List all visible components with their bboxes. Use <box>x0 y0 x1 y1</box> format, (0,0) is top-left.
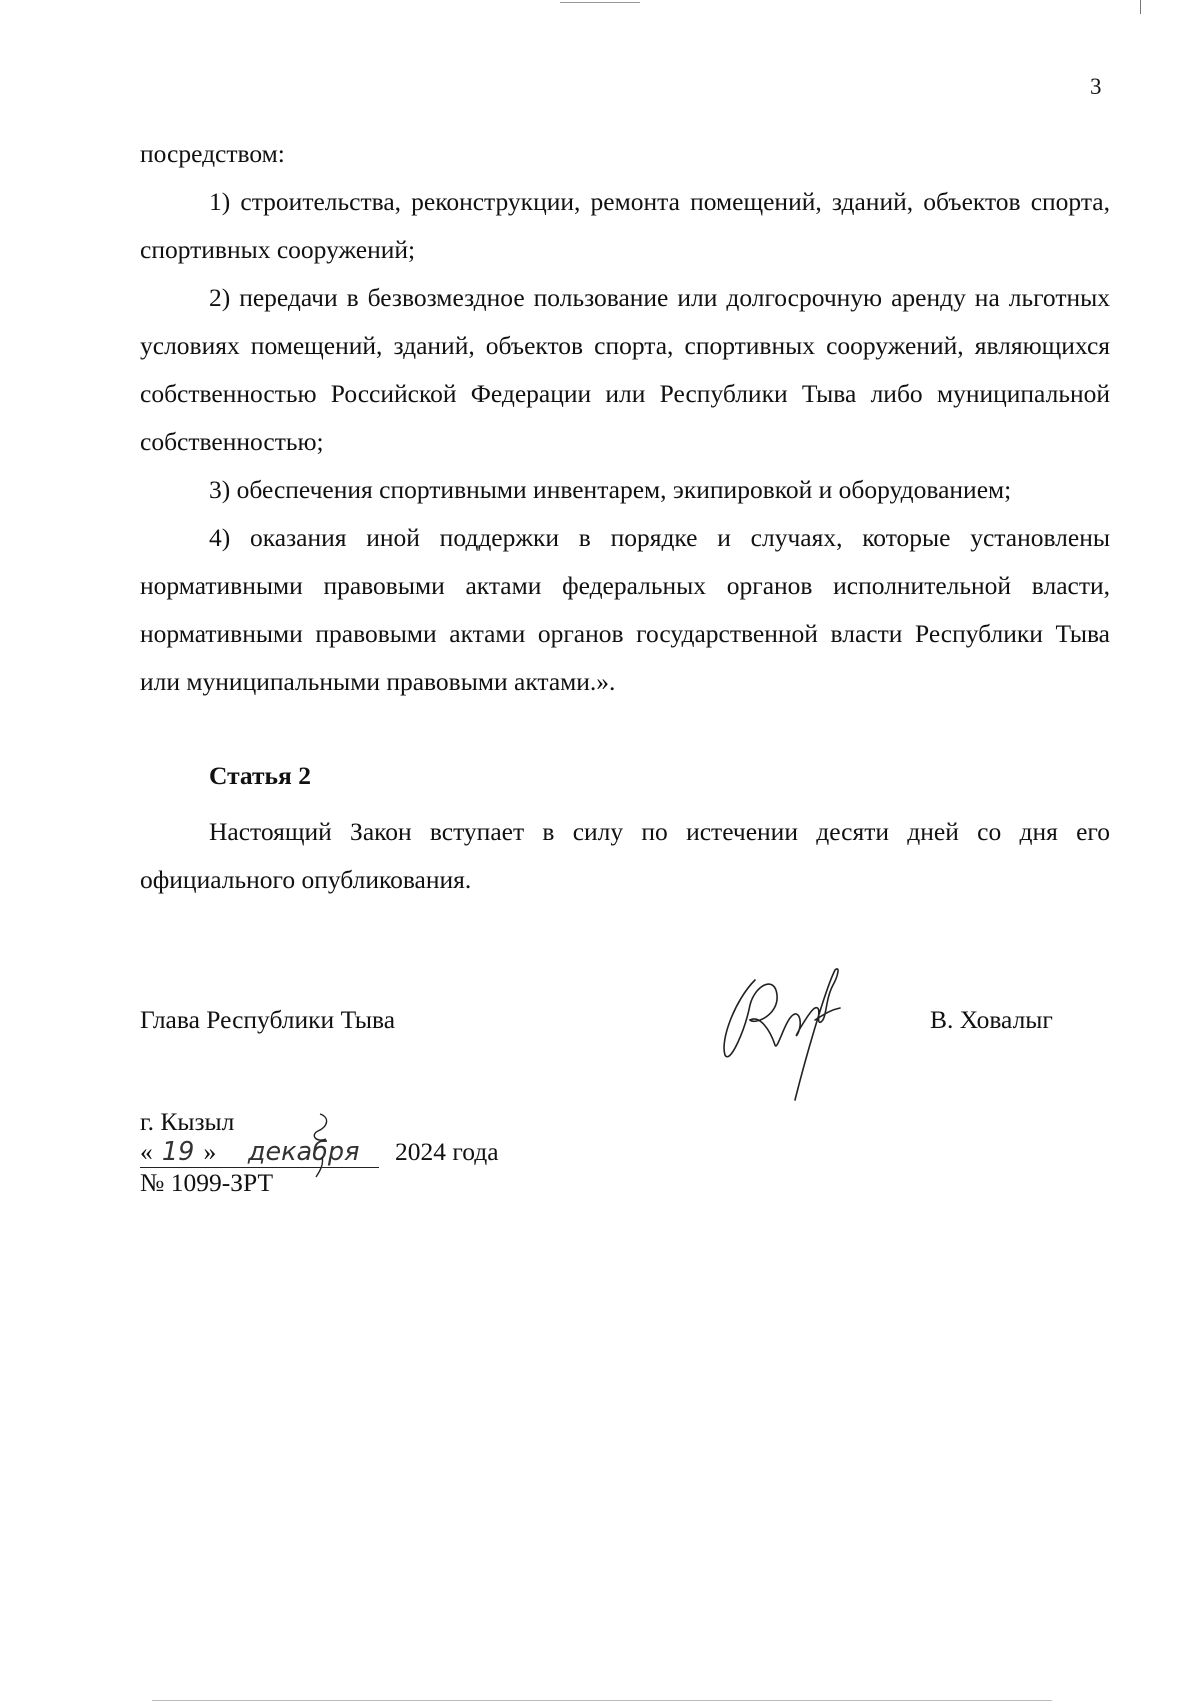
quote-close: » <box>203 1137 217 1166</box>
main-text <box>140 130 1110 706</box>
date-year: 2024 года <box>395 1137 499 1166</box>
law-number: № 1099-ЗРТ <box>140 1168 274 1197</box>
city: г. Кызыл <box>140 1107 235 1136</box>
date-line <box>140 1137 499 1168</box>
list-item-1: 1) строительства, реконструкции, ремонта помещений, зданий, объектов спорта, спортивных сооружений; <box>140 187 1110 264</box>
place-date-number <box>140 1107 499 1198</box>
signatory-name: В. Ховалыг <box>930 1005 1053 1034</box>
scan-artifact-top <box>560 2 640 3</box>
date-day: 19 <box>161 1137 195 1167</box>
article-heading: Статья 2 <box>209 761 311 790</box>
scan-artifact-edge <box>1140 0 1141 14</box>
quote-open: « <box>140 1137 153 1166</box>
date-month: декабря <box>247 1137 360 1167</box>
signatory-title: Глава Республики Тыва <box>140 1005 396 1034</box>
date-handwritten-field <box>140 1137 379 1168</box>
list-item-3: 3) обеспечения спортивными инвентарем, экипировкой и оборудованием; <box>209 475 1012 504</box>
scan-artifact-bottom <box>152 1700 1052 1701</box>
article-body <box>140 808 1110 904</box>
page-number: 3 <box>1090 74 1102 99</box>
handwritten-signature <box>715 960 865 1110</box>
paragraph-intro: посредством: <box>140 139 285 168</box>
list-item-4: 4) оказания иной поддержки в порядке и случаях, которые установлены нормативными правовыми актами федеральных органов исполнительной власти, нормативными правовыми актами органов государственной власти Республики Тыва или муниципальными правовыми актами.». <box>140 523 1110 696</box>
article-text: Настоящий Закон вступает в силу по истечении десяти дней со дня его официального опубликования. <box>140 817 1110 894</box>
list-item-2: 2) передачи в безвозмездное пользование или долгосрочную аренду на льготных условиях помещений, зданий, объектов спорта, спортивных сооружений, являющихся собственностью Российской Федерации или Республики Тыва либо муниципальной собственностью; <box>140 283 1110 456</box>
